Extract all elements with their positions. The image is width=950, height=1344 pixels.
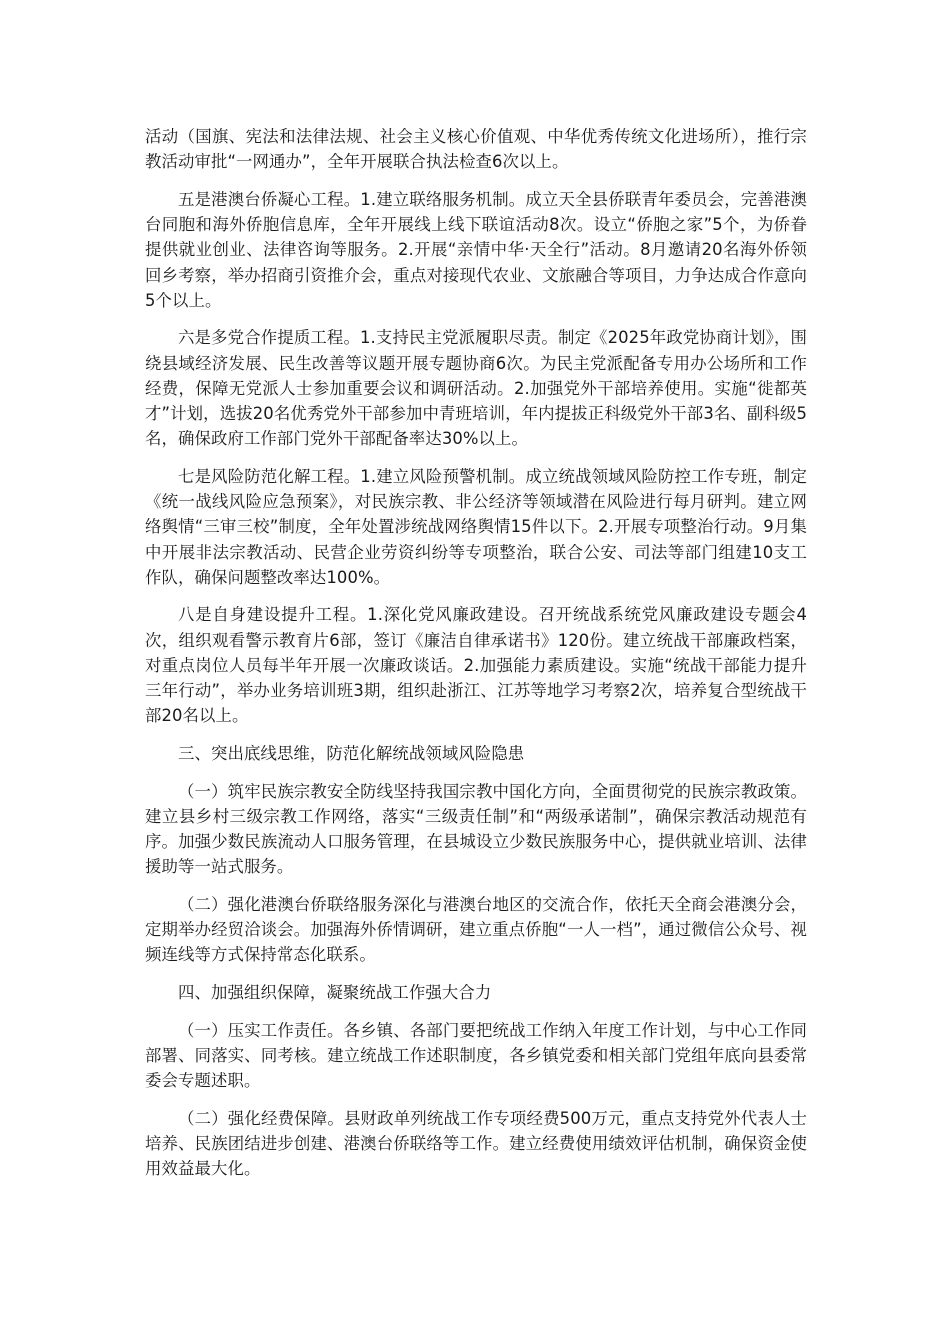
section-heading-3: 三、突出底线思维，防范化解统战领域风险隐患 — [178, 743, 525, 763]
paragraph-1: 活动（国旗、宪法和法律法规、社会主义核心价值观、中华优秀传统文化进场所），推行宗教活动审批“一网通办”，全年开展联合执法检查6次以上。 — [145, 127, 807, 172]
section-heading-4: 四、加强组织保障，凝聚统战工作强大合力 — [178, 983, 492, 1003]
paragraph-5: 八是自身建设提升工程。1.深化党风廉政建设。召开统战系统党风廉政建设专题会4次，组织观看警示教育片6部，签订《廉洁自律承诺书》120份。建立统战干部廉政档案，对重点岗位人员每半年开展一次廉政谈话。2.加强能力素质建设。实施“统战干部能力提升三年行动”，举办业务培训班3期，组织赴浙江、江苏等地学习考察2次，培养复合型统战干部20名以上。 — [145, 605, 807, 726]
paragraph-11: （二）强化经费保障。县财政单列统战工作专项经费500万元，重点支持党外代表人士培养、民族团结进步创建、港澳台侨联络等工作。建立经费使用绩效评估机制，确保资金使用效益最大化。 — [145, 1108, 807, 1179]
paragraph-10: （一）压实工作责任。各乡镇、各部门要把统战工作纳入年度工作计划，与中心工作同部署、同落实、同考核。建立统战工作述职制度，各乡镇党委和相关部门党组年底向县委常委会专题述职。 — [145, 1020, 807, 1091]
paragraph-4: 七是风险防范化解工程。1.建立风险预警机制。成立统战领域风险防控工作专班，制定《统一战线风险应急预案》，对民族宗教、非公经济等领域潜在风险进行每月研判。建立网络舆情“三审三校”制度，全年处置涉统战网络舆情15件以下。2.开展专项整治行动。9月集中开展非法宗教活动、民营企业劳资纠纷等专项整治，联合公安、司法等部门组建10支工作队，确保问题整改率达100%。 — [145, 466, 807, 587]
document-body — [145, 124, 807, 1194]
paragraph-7: （一）筑牢民族宗教安全防线坚持我国宗教中国化方向，全面贯彻党的民族宗教政策。建立县乡村三级宗教工作网络，落实“三级责任制”和“两级承诺制”，确保宗教活动规范有序。加强少数民族流动人口服务管理，在县城设立少数民族服务中心，提供就业培训、法律援助等一站式服务。 — [145, 781, 807, 877]
paragraph-3: 六是多党合作提质工程。1.支持民主党派履职尽责。制定《2025年政党协商计划》，围绕县域经济发展、民生改善等议题开展专题协商6次。为民主党派配备专用办公场所和工作经费，保障无党派人士参加重要会议和调研活动。2.加强党外干部培养使用。实施“徙都英才”计划，选拔20名优秀党外干部参加中青班培训，年内提拔正科级党外干部3名、副科级5名，确保政府工作部门党外干部配备率达30%以上。 — [145, 328, 807, 449]
paragraph-2: 五是港澳台侨凝心工程。1.建立联络服务机制。成立天全县侨联青年委员会，完善港澳台同胞和海外侨胞信息库，全年开展线上线下联谊活动8次。设立“侨胞之家”5个，为侨眷提供就业创业、法律咨询等服务。2.开展“亲情中华·天全行”活动。8月邀请20名海外侨领回乡考察，举办招商引资推介会，重点对接现代农业、文旅融合等项目，力争达成合作意向5个以上。 — [145, 189, 807, 310]
paragraph-8: （二）强化港澳台侨联络服务深化与港澳台地区的交流合作，依托天全商会港澳分会，定期举办经贸洽谈会。加强海外侨情调研，建立重点侨胞“一人一档”，通过微信公众号、视频连线等方式保持常态化联系。 — [145, 894, 807, 965]
